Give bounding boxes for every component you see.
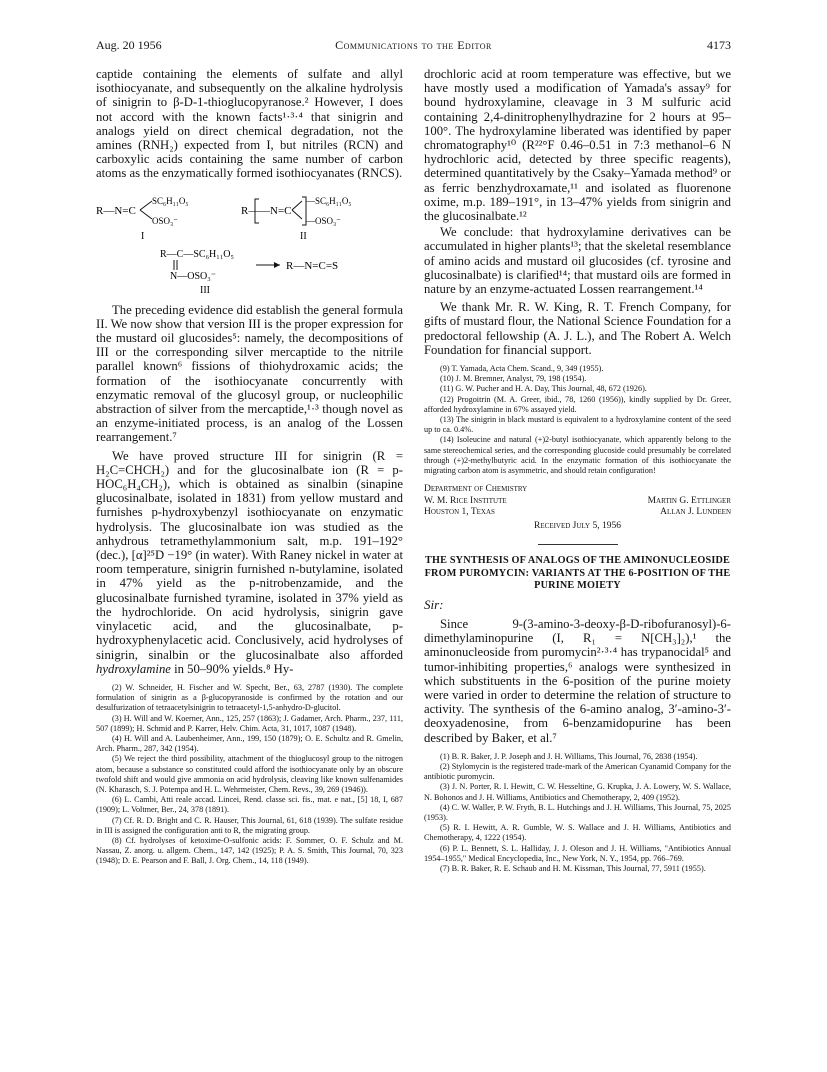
- structural-formulas: [96, 185, 403, 297]
- section-divider: [538, 544, 618, 545]
- structure-iii-bottom: N—OSO₃⁻: [170, 270, 216, 282]
- structure-i-label: I: [141, 230, 145, 242]
- left-paragraph-2: The preceding evidence did establish the general formula II. We now show that version III is the proper expression for the mustard oil glucosides⁵: namely, the decompositions of III or the corresponding silver mercaptide to the nitrile parallel known⁶ fissions of thiohydroxamic acids; the formation of the isothiocyanate concurrently with enzymatic removal of the glucosyl group, or nucleophilic abstraction of silver from the mercaptide,¹·³ though novel as an enzyme-initiated process, is an analog of the Lossen rearrangement.⁷: [96, 302, 403, 445]
- article-2-title: THE SYNTHESIS OF ANALOGS OF THE AMINONUCLEOSIDE FROM PUROMYCIN: VARIANTS AT THE 6-POSITION OF THE PURINE MOIETY: [424, 555, 731, 591]
- hydroxylamine-italic: hydroxylamine: [96, 661, 171, 676]
- structure-iii-label: III: [200, 284, 210, 296]
- acknowledgment: We thank Mr. R. W. King, R. T. French Company, for gifts of mustard flour, the National Science Foundation for a predoctoral fellowship (A. J. L.), and The Robert A. Welch Foundation for financial support.: [424, 300, 731, 357]
- footnote: (5) R. I. Hewitt, A. R. Gumble, W. S. Wallace and J. H. Williams, Antibiotics and Chemotherapy, 4, 1222 (1954).: [424, 823, 731, 843]
- footnote: (6) L. Cambi, Atti reale accad. Lincei, Rend. classe sci. fis., mat. e nat., [5] 18, I, 687 (1909); L. Voltmer, Ber., 24, 378 (1891).: [96, 795, 403, 815]
- running-header: [96, 38, 731, 54]
- affiliation-block: [424, 484, 731, 532]
- structure-ii-middle: —N=C: [259, 204, 292, 217]
- right-column: [424, 67, 731, 874]
- structure-i-bottom: OSO₃⁻: [152, 215, 178, 226]
- footnote: (8) Cf. hydrolyses of ketoxime-O-sulfonic acids: F. Sommer, O. F. Schulz and M. Nassau, Z. anorg. u. allgem. Chem., 147, 142 (1925); P. A. S. Smith, This Journal, 70, 323 (1948); D. E. Pearson and F. Ball, J. Org. Chem., 14, 118 (1949).: [96, 835, 403, 866]
- footnote: (1) B. R. Baker, J. P. Joseph and J. H. Williams, This Journal, 76, 2838 (1954).: [440, 751, 698, 761]
- structure-ii-top: —SC₆H₁₁O₅: [306, 195, 352, 206]
- footnote: (3) H. Will and W. Koerner, Ann., 125, 257 (1863); J. Gadamer, Arch. Pharm., 237, 111, 507 (1899); H. Schmid and P. Karrer, Helv. Chim. Acta, 31, 1017, 1087 (1948).: [96, 713, 403, 733]
- footnote: (2) W. Schneider, H. Fischer and W. Specht, Ber., 63, 2787 (1930). The complete formulation of sinigrin as a β-glucopyranoside is confirmed by the rotation and our desulfurization of tetraacetylsinigrin to tetraacetyl-1,5-anhydro-D-glucitol.: [96, 682, 403, 713]
- header-date: Aug. 20 1956: [96, 38, 162, 52]
- salutation: Sir:: [424, 596, 444, 612]
- left-column: [96, 67, 403, 867]
- footnote: (13) The sinigrin in black mustard is equivalent to a hydroxylamine content of the seed up to ca. 0.4%.: [424, 415, 731, 435]
- author-1: Martin G. Ettlinger: [647, 495, 731, 506]
- affiliation-city: Houston 1, Texas: [424, 507, 495, 518]
- structure-i-top: SC₆H₁₁O₅: [152, 195, 189, 206]
- footnote: (7) B. R. Baker, R. E. Schaub and H. M. Kissman, This Journal, 77, 5911 (1955).: [440, 863, 706, 873]
- affiliation-institute: W. M. Rice Institute: [424, 495, 507, 506]
- footnote: (12) Progoitrin (M. A. Greer, ibid., 78, 1260 (1956)), kindly supplied by Dr. Greer, afforded hydroxylamine in 67% assayed yield.: [424, 394, 731, 414]
- structure-ii-r: R—: [241, 204, 260, 217]
- footnote: (3) J. N. Porter, R. I. Hewitt, C. W. Hesseltine, G. Krupka, J. A. Lowery, W. S. Wallace, N. Bohonos and J. H. Williams, Antibiotics and Chemotherapy, 2, 409 (1952).: [424, 782, 731, 802]
- right-paragraph-2: We conclude: that hydroxylamine derivatives can be accumulated in higher plants¹³; that the skeletal resemblance of amino acids and mustard oil glucosides (cf. tyrosine and glucosinalbate) is clarified¹⁴; that mustard oils are formed in nature by an enzyme-actuated Lossen rearrangement.¹⁴: [424, 225, 731, 297]
- structure-product: R—N=C=S: [286, 259, 339, 272]
- footnote: (11) G. W. Pucher and H. A. Day, This Journal, 48, 672 (1926).: [440, 384, 647, 394]
- footnote: (9) T. Yamada, Acta Chem. Scand., 9, 349 (1955).: [440, 364, 604, 374]
- header-page-number: 4173: [707, 38, 731, 52]
- left-footnotes: [96, 683, 403, 867]
- affiliation-department: Department of Chemistry: [424, 484, 528, 495]
- structure-ii-bottom: —OSO₃⁻: [306, 215, 341, 226]
- footnote: (4) C. W. Waller, P. W. Fryth, B. L. Hutchings and J. H. Williams, This Journal, 75, 2025 (1953).: [424, 802, 731, 822]
- article-2-paragraph-1: Since 9-(3-amino-3-deoxy-β-D-ribofuranosyl)-6-dimethylaminopurine (I, R₁ = N[CH₃]₂),¹ the aminonucleoside from puromycin²·³·⁴ has trypanocidal⁵ and tumor-inhibiting properties,⁶ analogs were synthesized in which substituents in the 6-position of the purine moiety were varied in order to determine the relation of structure to activity. The synthesis of the 6-amino analog, 3′-amino-3′-deoxyadenosine, from 6-benzamidopurine has been described by Baker, et al.⁷: [424, 616, 731, 745]
- left-paragraph-1: captide containing the elements of sulfate and allyl isothiocyanate, and subsequently on the alkaline hydrolysis of sinigrin to β-D-1-thioglucopyranose.² However, I does not accord with the known facts¹·³·⁴ that sinigrin and analogs yield on direct chemical degradation, not the amines (RNH₂) expected from I, but nitriles (RCN) and carboxylic acids containing the same number of carbon atoms as the enzymatically formed isothiocyanates (RNCS).: [96, 67, 403, 181]
- footnote: (14) Isoleucine and natural (+)2-butyl isothiocyanate, which apparently belong to the same stereochemical series, and the corresponding glucoside could presumably be correlated through (+)2-methylbutyric acid. In the enzymatic formation of this isothiocyanate the migrating carbon atom is asymmetric, and should retain configuration!: [424, 435, 731, 476]
- footnote: (2) Stylomycin is the registered trade-mark of the American Cyanamid Company for the antibiotic puromycin.: [424, 761, 731, 782]
- header-section: Communications to the Editor: [335, 38, 492, 52]
- structure-ii-label: II: [300, 230, 307, 242]
- footnote: (10) J. M. Bremner, Analyst, 79, 198 (1954).: [440, 374, 587, 384]
- left-paragraph-3: We have proved structure III for sinigrin (R = H₂C=CHCH₂) and for the glucosinalbate ion (R = p-HOC₆H₄CH₂), which is obtained as sinalbin (sinapine glucosinalbate, isolated in 1831) from yellow mustard and furnishes p-hydroxybenzyl isothiocyanate on enzymatic hydrolysis. The glucosinalbate ion was studied as the anhydrous tetramethylammonium salt, m.p. 191–192° (dec.), [α]²⁵D −19° (in water). With Raney nickel in water at room temperature, sinigrin furnished n-butylamine, isolated in 47% yield as the p-nitrobenzamide, and the glucosinalbate furnished tyramine, isolated in 37% yield as the hydrochloride. On acid hydrolysis, sinigrin gave vinylacetic acid, and the glucosinalbate, p-hydroxyphenylacetic acid. Conclusively, acid hydrolyses of sinigrin, sinalbin or the glucosinalbate also afforded hydroxylamine in 50–90% yields.⁸ Hy-: [96, 448, 403, 676]
- footnote: (4) H. Will and A. Laubenheimer, Ann., 199, 150 (1879); O. E. Schultz and R. Gmelin, Arch. Pharm., 287, 342 (1954).: [96, 733, 403, 754]
- right-footnotes: [424, 364, 731, 476]
- structure-iii-top: R—C—SC₆H₁₁O₅: [160, 248, 234, 260]
- footnote: (5) We reject the third possibility, attachment of the thioglucosyl group to the nitrogen atom, because a substance so constituted could afford the isothiocyanate only by an obscure twofold shift and would give ammonia on acid hydrolysis, cleaving like known sulfenamides (N. Kharasch, S. J. Potempa and H. L. Wehrmeister, Chem. Revs., 39, 269 (1946)).: [96, 754, 403, 794]
- article-2-footnotes: [424, 752, 731, 874]
- footnote: (7) Cf. R. D. Bright and C. R. Hauser, This Journal, 61, 618 (1939). The sulfate residue in III is assigned the configuration anti to R, the migrating group.: [96, 815, 403, 835]
- author-2: Allan J. Lundeen: [660, 507, 731, 518]
- footnote: (6) P. L. Bennett, S. L. Halliday, J. J. Oleson and J. H. Williams, "Antibiotics Annual 1954–1955," Medical Encyclopedia, Inc., New York, N. Y., 1954, pp. 766–769.: [424, 843, 731, 863]
- structure-i-chain: R—N=C: [96, 204, 136, 217]
- structures-svg: [96, 185, 403, 297]
- right-paragraph-1: drochloric acid at room temperature was effective, but we have mostly used a modification of Yamada's assay⁹ for bound hydroxylamine, cleavage in 3 M sulfuric acid containing 2,4-dinitrophenylhydrazine for 2 hours at 95–100°. The hydroxylamine liberated was identified by paper chromatography¹⁰ (R²²°F 0.46–0.51 in 7:3 methanol–6 N hydrochloric acid, detected by three specific reagents), determined quantitatively by the Csaky–Yamada method⁹ or as ferric benzhydroxamate,¹¹ and isolated as fluorenone oxime, m.p. 189–191°, in 13–47% yields from sinigrin and the glucosinalbate.¹²: [424, 67, 731, 224]
- received-date: Received July 5, 1956: [534, 520, 621, 531]
